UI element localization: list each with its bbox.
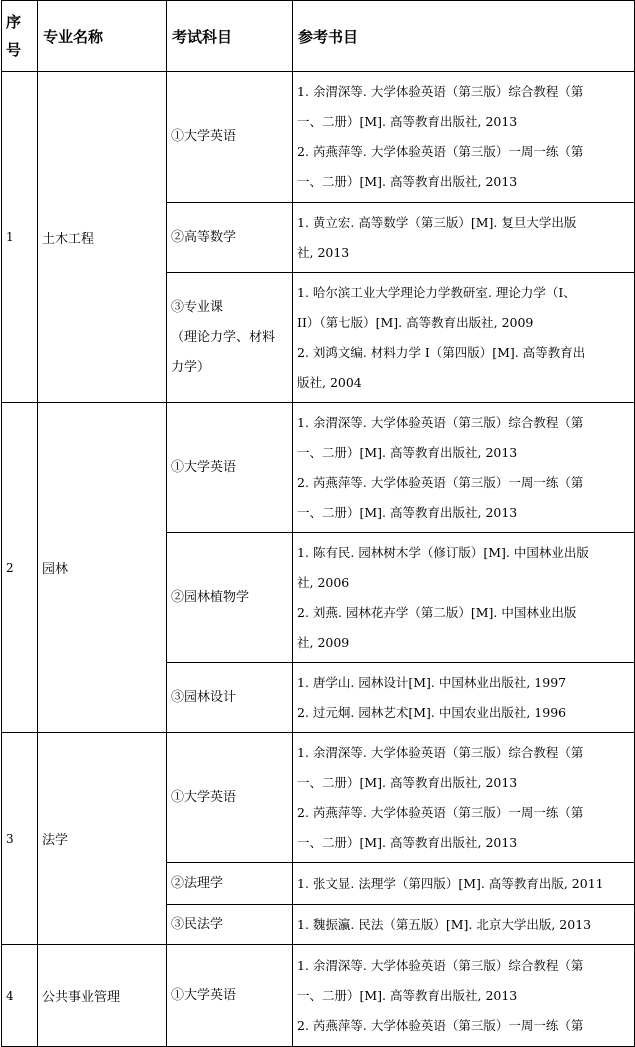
reference-book-line: 版社, 2004 bbox=[297, 374, 362, 390]
subject-cell bbox=[167, 203, 293, 273]
reference-books-cell bbox=[293, 203, 635, 273]
header-seq bbox=[2, 1, 38, 72]
reference-book-line: 一、二册）[M]. 高等教育出版社, 2013 bbox=[297, 174, 518, 189]
reference-books-cell bbox=[293, 403, 635, 533]
reference-book-line: 1. 余渭深等. 大学体验英语（第三版）综合教程（第 bbox=[297, 957, 584, 973]
subject-cell bbox=[167, 905, 293, 945]
reference-book-line: 一、二册）[M]. 高等教育出版社, 2013 bbox=[297, 504, 518, 520]
subject-cell bbox=[167, 72, 293, 203]
subject-name-line: ②园林植物学 bbox=[171, 589, 250, 605]
row-index: 3 bbox=[2, 733, 38, 945]
major-name: 公共事业管理 bbox=[38, 945, 167, 1047]
row-index: 2 bbox=[2, 403, 38, 733]
header-subject: 考试科目 bbox=[167, 1, 293, 72]
header-seq-line2: 号 bbox=[6, 41, 22, 59]
subject-name-line: 力学） bbox=[171, 359, 211, 375]
reference-book-line: 1. 唐学山. 园林设计[M]. 中国林业出版社, 1997 bbox=[297, 674, 567, 690]
reference-book-line: 1. 魏振瀛. 民法（第五版）[M]. 北京大学出版, 2013 bbox=[297, 916, 592, 932]
reference-book-line: 社, 2013 bbox=[297, 244, 350, 260]
reference-book-line: 1. 余渭深等. 大学体验英语（第三版）综合教程（第 bbox=[297, 744, 584, 760]
subject-name-line: ②法理学 bbox=[171, 875, 224, 891]
subject-cell bbox=[167, 403, 293, 533]
reference-book-line: 一、二册）[M]. 高等教育出版社, 2013 bbox=[297, 834, 518, 850]
reference-book-line: 2. 芮燕萍等. 大学体验英语（第三版）一周一练（第 bbox=[297, 804, 584, 820]
subject-name-line: ①大学英语 bbox=[171, 987, 237, 1003]
reference-book-line: 1. 余渭深等. 大学体验英语（第三版）综合教程（第 bbox=[297, 84, 584, 99]
table-row bbox=[2, 733, 635, 863]
reference-book-line: II）（第七版）[M]. 高等教育出版社, 2009 bbox=[297, 314, 534, 330]
reference-book-line: 2. 刘鸿文编. 材料力学 I（第四版）[M]. 高等教育出 bbox=[297, 344, 586, 360]
reference-books-cell bbox=[293, 905, 635, 945]
reference-book-line: 2. 过元炯. 园林艺术[M]. 中国农业出版社, 1996 bbox=[297, 704, 567, 720]
subject-cell bbox=[167, 663, 293, 733]
reference-book-line: 1. 黄立宏. 高等数学（第三版）[M]. 复旦大学出版 bbox=[297, 214, 577, 230]
subject-cell bbox=[167, 533, 293, 663]
reference-books-cell bbox=[293, 273, 635, 403]
exam-reference-table bbox=[1, 0, 635, 1047]
major-name: 法学 bbox=[38, 733, 167, 945]
reference-book-line: 2. 芮燕萍等. 大学体验英语（第三版）一周一练（第 bbox=[297, 474, 584, 490]
subject-name-line: （理论力学、材料 bbox=[171, 329, 276, 345]
table-row bbox=[2, 403, 635, 533]
subject-name-line: ②高等数学 bbox=[171, 229, 237, 245]
subject-name-line: ③园林设计 bbox=[171, 689, 237, 705]
reference-books-cell bbox=[293, 863, 635, 905]
major-name: 园林 bbox=[38, 403, 167, 733]
header-major: 专业名称 bbox=[38, 1, 167, 72]
subject-name-line: ①大学英语 bbox=[171, 789, 237, 805]
subject-cell bbox=[167, 945, 293, 1047]
subject-name-line: ①大学英语 bbox=[171, 129, 237, 144]
reference-book-line: 1. 哈尔滨工业大学理论力学教研室. 理论力学（I、 bbox=[297, 284, 576, 300]
major-name: 土木工程 bbox=[38, 72, 167, 403]
reference-book-line: 2. 芮燕萍等. 大学体验英语（第三版）一周一练（第 bbox=[297, 1017, 584, 1033]
reference-book-line: 社, 2006 bbox=[297, 574, 350, 590]
reference-book-line: 一、二册）[M]. 高等教育出版社, 2013 bbox=[297, 987, 518, 1003]
reference-book-line: 2. 刘燕. 园林花卉学（第二版）[M]. 中国林业出版 bbox=[297, 604, 577, 620]
reference-book-line: 社, 2009 bbox=[297, 634, 350, 650]
reference-book-line: 1. 余渭深等. 大学体验英语（第三版）综合教程（第 bbox=[297, 414, 584, 430]
reference-book-line: 1. 张文显. 法理学（第四版）[M]. 高等教育出版, 2011 bbox=[297, 875, 604, 891]
subject-name-line: ③民法学 bbox=[171, 916, 224, 932]
row-index: 4 bbox=[2, 945, 38, 1047]
subject-cell bbox=[167, 863, 293, 905]
subject-name-line: ①大学英语 bbox=[171, 459, 237, 475]
subject-name-line: ③专业课 bbox=[171, 299, 224, 315]
reference-book-line: 一、二册）[M]. 高等教育出版社, 2013 bbox=[297, 444, 518, 460]
reference-book-line: 1. 陈有民. 园林树木学（修订版）[M]. 中国林业出版 bbox=[297, 544, 589, 560]
subject-cell bbox=[167, 733, 293, 863]
reference-books-cell bbox=[293, 663, 635, 733]
row-index: 1 bbox=[2, 72, 38, 403]
reference-book-line: 2. 芮燕萍等. 大学体验英语（第三版）一周一练（第 bbox=[297, 144, 584, 159]
table-body bbox=[2, 72, 635, 1047]
reference-books-cell bbox=[293, 72, 635, 203]
reference-book-line: 一、二册）[M]. 高等教育出版社, 2013 bbox=[297, 774, 518, 790]
header-seq-line1: 序 bbox=[6, 13, 22, 31]
reference-books-cell bbox=[293, 733, 635, 863]
reference-books-cell bbox=[293, 533, 635, 663]
table-row bbox=[2, 945, 635, 1047]
table-header-row bbox=[2, 1, 635, 72]
reference-books-cell bbox=[293, 945, 635, 1047]
subject-cell bbox=[167, 273, 293, 403]
header-books: 参考书目 bbox=[293, 1, 635, 72]
table-row bbox=[2, 72, 635, 203]
reference-book-line: 一、二册）[M]. 高等教育出版社, 2013 bbox=[297, 114, 518, 129]
